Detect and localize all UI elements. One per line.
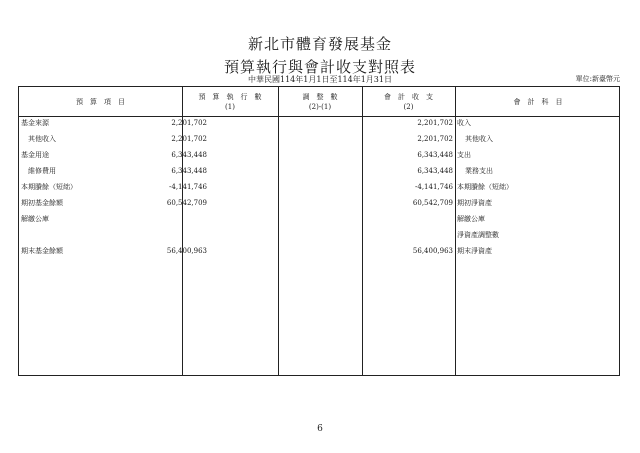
row-account-subject: 期初淨資產 [457, 199, 492, 207]
row-budget-exec: 6,343,448 [171, 167, 207, 175]
row-account-subject: 支出 [457, 151, 471, 159]
header-budget-exec-no: (1) [225, 103, 235, 111]
row-account-subject: 本期賸餘（短絀） [457, 183, 513, 191]
row-budget-exec: 6,343,448 [171, 151, 207, 159]
row-budget-item: 基金用途 [21, 151, 49, 159]
row-account-subject: 收入 [457, 119, 471, 127]
row-account-subject: 淨資產調整數 [457, 231, 499, 239]
row-budget-exec: 60,542,709 [166, 199, 207, 207]
row-budget-item: 解繳公庫 [21, 215, 49, 223]
table-row [19, 229, 619, 242]
page-number: 6 [317, 424, 323, 434]
table-row [19, 149, 619, 162]
table-row [19, 181, 619, 194]
header-accounting-no: (2) [403, 103, 414, 111]
row-account-subject: 業務支出 [465, 167, 493, 175]
header-adjust-label: 調 整 數 [302, 93, 338, 101]
table-row [19, 133, 619, 146]
row-accounting-amount: 6,343,448 [417, 167, 453, 175]
row-budget-item: 期初基金餘額 [21, 199, 63, 207]
row-account-subject: 其他收入 [465, 135, 493, 143]
table-row [19, 165, 619, 178]
header-adjust [278, 92, 362, 112]
comparison-table [18, 86, 620, 376]
table-row [19, 197, 619, 210]
currency-unit: 單位:新臺幣元 [575, 75, 620, 83]
row-accounting-amount: -4,141,746 [415, 183, 453, 191]
row-budget-item: 期末基金餘額 [21, 247, 63, 255]
row-budget-item: 維修費用 [28, 167, 56, 175]
row-accounting-amount: 6,343,448 [417, 151, 453, 159]
row-accounting-amount: 2,201,702 [417, 135, 453, 143]
row-budget-exec: 56,400,963 [166, 247, 207, 255]
fund-title: 新北市體育發展基金 [247, 35, 392, 53]
table-row [19, 213, 619, 226]
header-budget-exec-label: 預 算 執 行 數 [198, 93, 262, 101]
header-budget-item: 預 算 項 目 [76, 98, 125, 106]
header-adjust-no: (2)-(1) [308, 103, 332, 111]
row-account-subject: 解繳公庫 [457, 215, 485, 223]
row-accounting-amount: 2,201,702 [417, 119, 453, 127]
row-budget-exec: -4,141,746 [169, 183, 207, 191]
table-row [19, 245, 619, 258]
row-budget-exec: 2,201,702 [171, 135, 207, 143]
header-budget-exec [182, 92, 278, 112]
row-budget-item: 基金來源 [21, 119, 49, 127]
header-account-subject: 會 計 科 目 [513, 98, 563, 106]
row-budget-exec: 2,201,702 [171, 119, 207, 127]
row-accounting-amount: 56,400,963 [412, 247, 453, 255]
row-account-subject: 期末淨資產 [457, 247, 492, 255]
header-accounting-label: 會 計 收 支 [384, 93, 433, 101]
table-row [19, 117, 619, 130]
row-budget-item: 其他收入 [28, 135, 56, 143]
report-period: 中華民國114年1月1日至114年1月31日 [248, 75, 392, 84]
row-accounting-amount: 60,542,709 [412, 199, 453, 207]
header-accounting [362, 92, 455, 112]
row-budget-item: 本期賸餘（短絀） [21, 183, 77, 191]
report-title: 預算執行與會計收支對照表 [223, 58, 416, 76]
